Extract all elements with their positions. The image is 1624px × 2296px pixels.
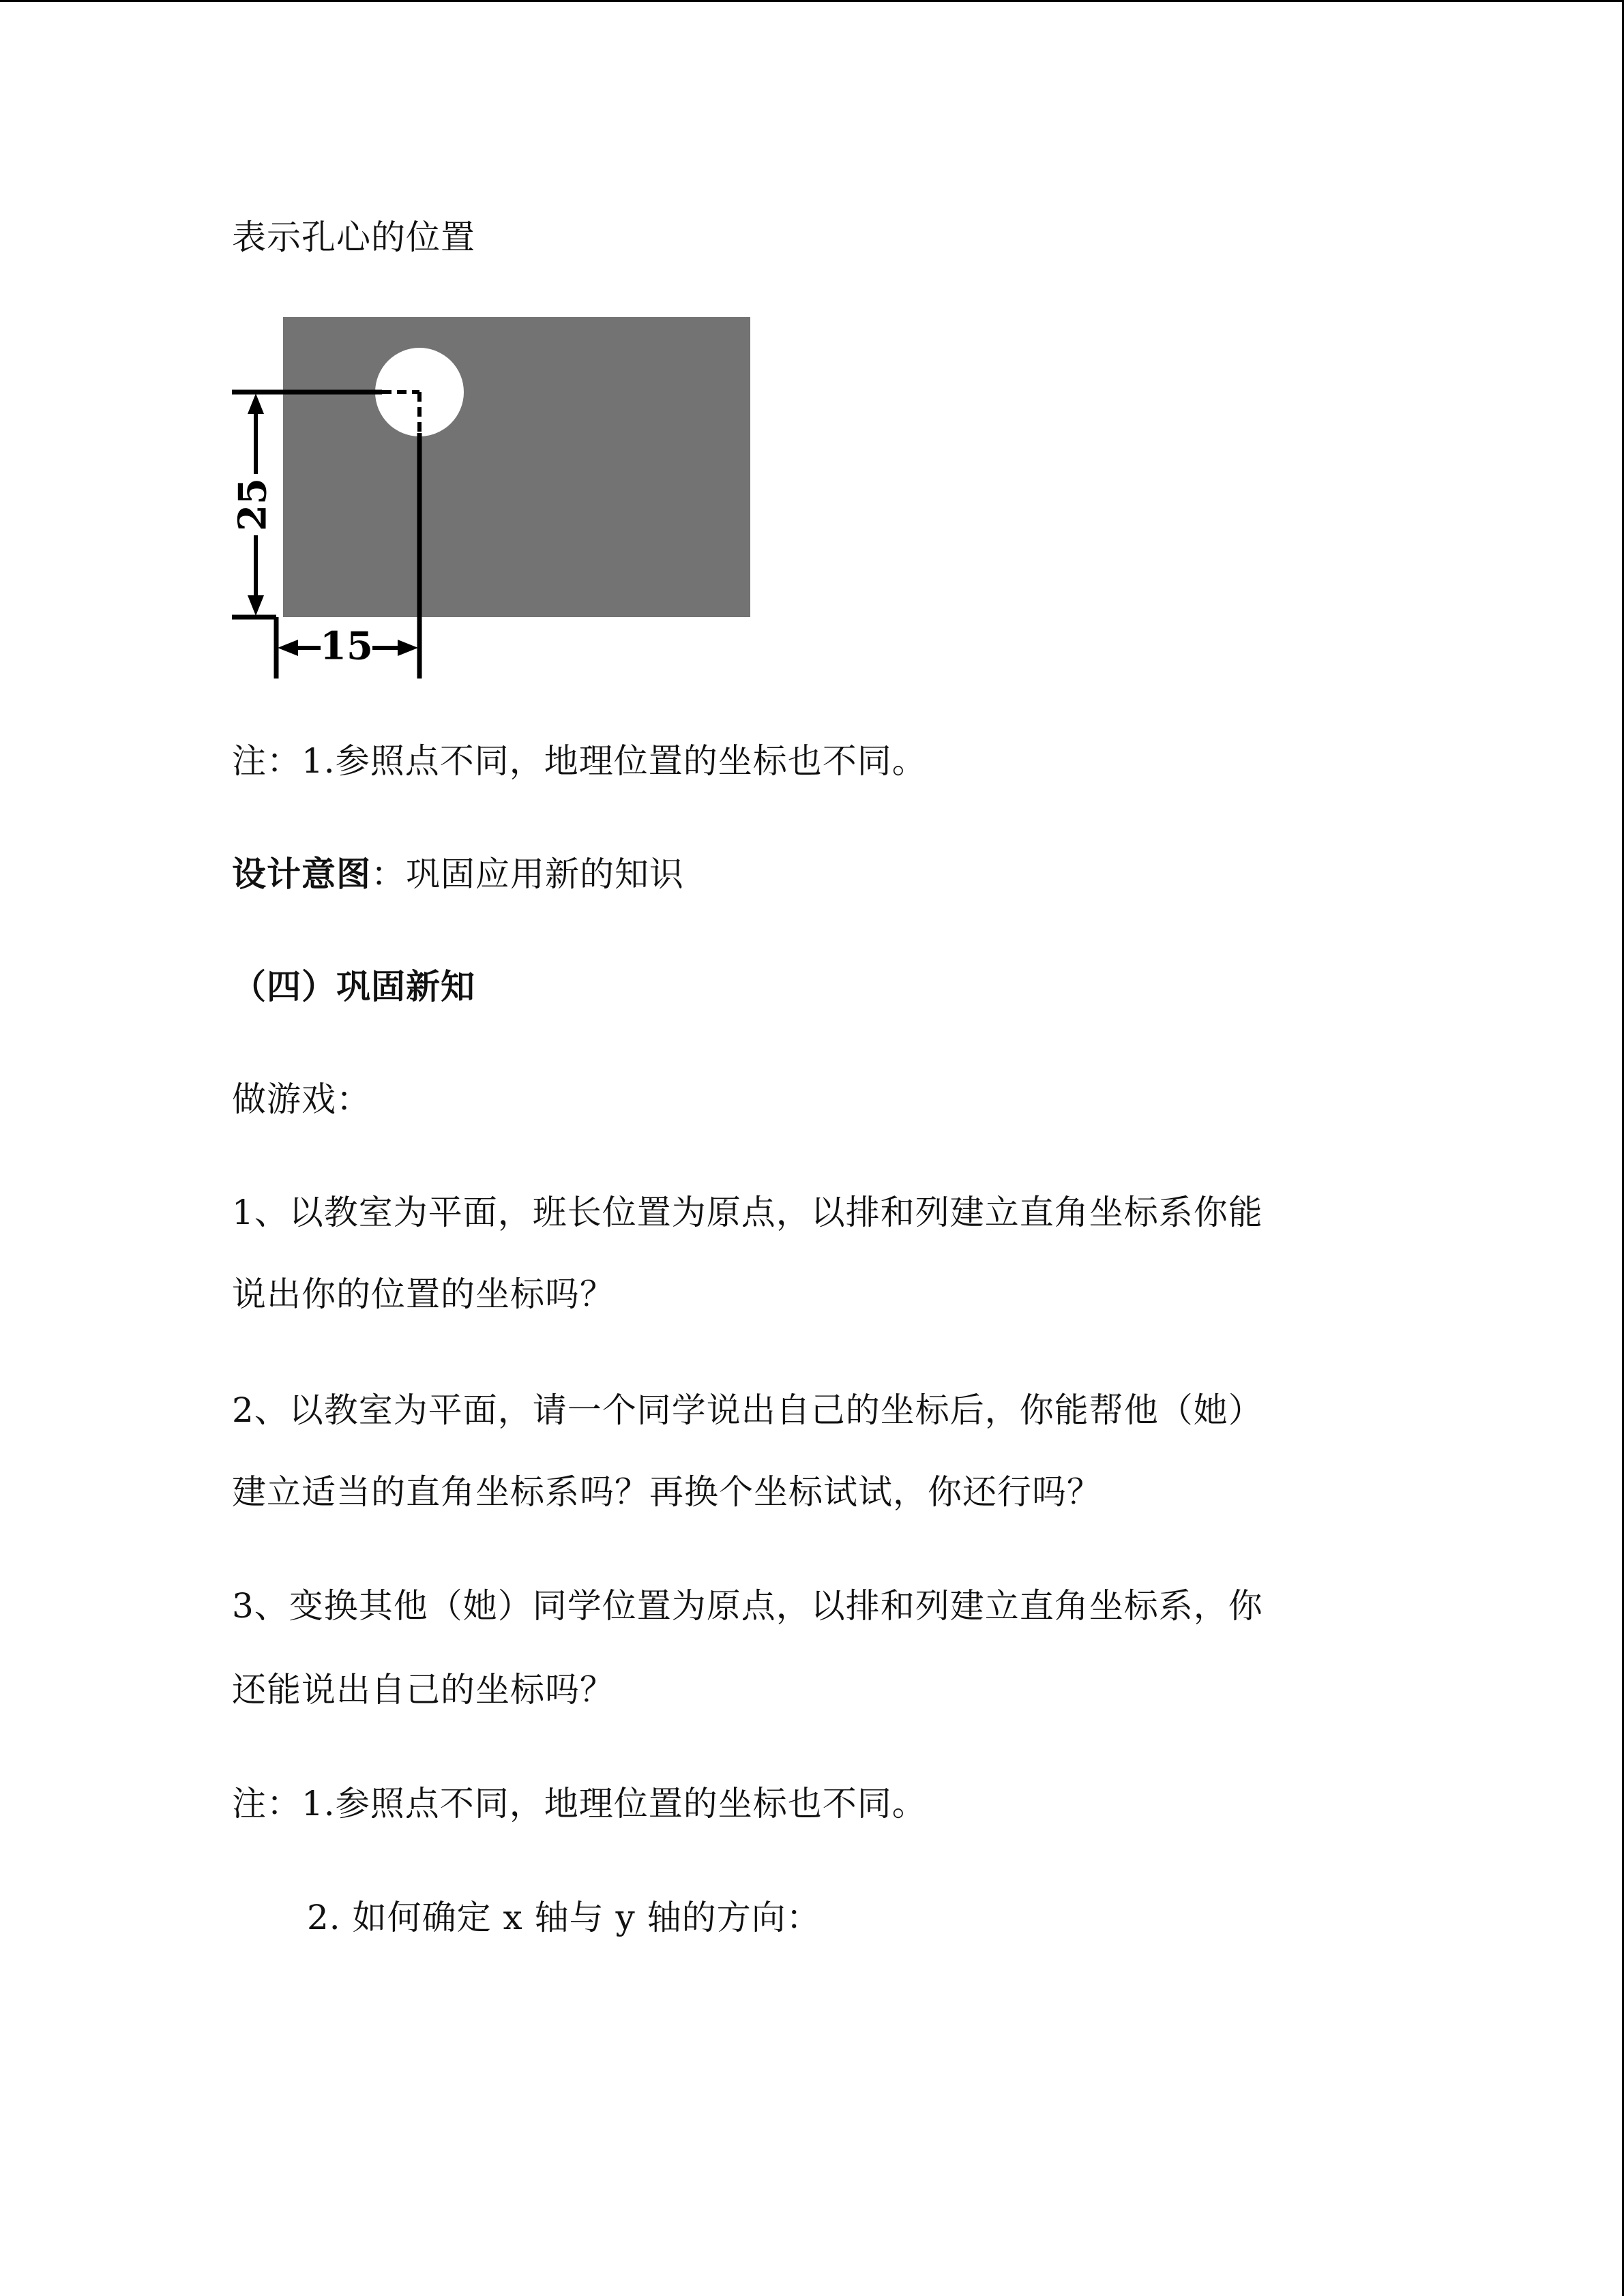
section-title: （四）巩固新知 [232,967,475,1007]
hole-position-figure [225,310,757,692]
vertical-arrow-bottom [248,595,264,616]
horizontal-dimension-label: 15 [320,623,373,669]
item-1-line-2: 说出你的位置的坐标吗？ [232,1274,615,1314]
item-3-line-2: 还能说出自己的坐标吗？ [232,1670,615,1710]
metal-plate [283,317,750,617]
vertical-dimension-label: 25 [230,478,276,531]
hole-position-diagram [225,310,757,692]
item-2-line-1: 2、以教室为平面，请一个同学说出自己的坐标后，你能帮他（她） [232,1390,1263,1430]
note-reference-point: 注：1.参照点不同，地理位置的坐标也不同。 [232,741,927,781]
note-2-item-2: 2. 如何确定 x 轴与 y 轴的方向： [307,1898,821,1937]
note-2-item-1: 注：1.参照点不同，地理位置的坐标也不同。 [232,1784,927,1823]
horizontal-arrow-right [398,640,418,656]
item-3-line-1: 3、变换其他（她）同学位置为原点，以排和列建立直角坐标系，你 [232,1586,1263,1626]
horizontal-arrow-left [278,640,298,656]
design-intent-label: 设计意图 [232,854,371,894]
page-border-top [0,0,1624,2]
item-2-line-2: 建立适当的直角坐标系吗？再换个坐标试试，你还行吗？ [232,1472,1102,1512]
item-1-line-1: 1、以教室为平面，班长位置为原点，以排和列建立直角坐标系你能 [232,1193,1263,1232]
heading-hole-position: 表示孔心的位置 [232,218,475,257]
design-intent-text: ：巩固应用新的知识 [371,854,684,894]
game-intro: 做游戏： [232,1079,371,1119]
vertical-arrow-top [248,393,264,414]
design-intent-line [232,854,684,895]
